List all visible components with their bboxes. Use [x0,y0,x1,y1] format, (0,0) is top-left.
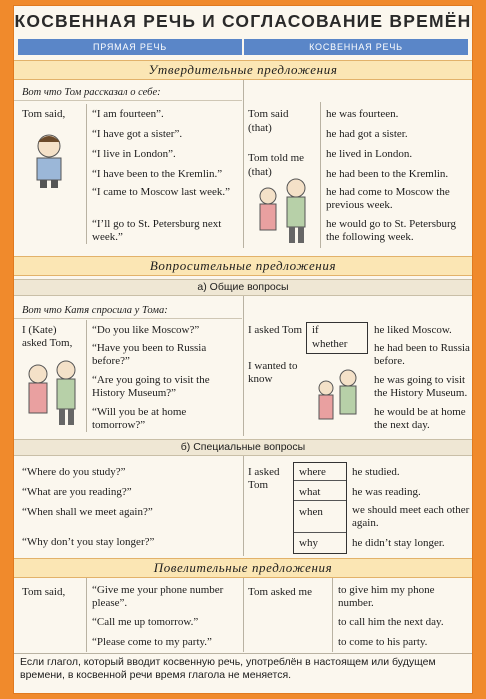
reported-line: he had got a sister. [326,128,408,140]
reported-line: to call him the next day. [338,616,444,628]
direct-line: “Why don’t you stay longer?” [22,536,155,548]
page-title: КОСВЕННАЯ РЕЧЬ И СОГЛАСОВАНИЕ ВРЕМЁН [14,11,472,31]
direct-line: “Will you be at home tomorrow?” [92,406,187,431]
reported-intro: (that) [248,122,272,134]
sub-special-questions: б) Специальные вопросы [14,439,472,456]
column-header-direct: ПРЯМАЯ РЕЧЬ [18,39,242,55]
question-word: when [299,506,323,518]
conjunction: if [312,324,319,336]
footnote: Если глагол, который вводит косвенную речь, употреблён в настоящем или будущем времени, в косвенной речи время глагола не меняется. [20,656,436,681]
direct-line: “I came to Moscow last week.” [92,186,231,198]
direct-line: “Have you been to Russia before?” [92,342,207,367]
reported-line: we should meet each other again. [352,504,470,529]
reported-line: he had been to Russia before. [374,342,470,367]
band-questions: Вопросительные предложения [14,256,472,276]
reported-intro: Tom said [248,108,289,120]
direct-line: “What are you reading?” [22,486,132,498]
reported-intro: (that) [248,166,272,178]
reported-line: to come to his party. [338,636,428,648]
direct-line: “I’ll go to St. Petersburg next week.” [92,218,222,243]
speaker: I (Kate) asked Tom, [22,324,73,349]
reported-line: he didn’t stay longer. [352,537,445,549]
reported-line: he would be at home the next day. [374,406,466,431]
direct-line: “Are you going to visit the History Museum?” [92,374,210,399]
direct-line: “Where do you study?” [22,466,126,478]
reported-line: he studied. [352,466,400,478]
sub-general-questions: а) Общие вопросы [14,279,472,296]
reported-line: to give him my phone number. [338,584,435,609]
intro-text: Вот что Том рассказал о себе: [22,87,161,98]
intro-text: Вот что Катя спросила у Тома: [22,305,168,316]
column-header-reported: КОСВЕННАЯ РЕЧЬ [244,39,468,55]
reported-line: he lived in London. [326,148,413,160]
band-imperative: Повелительные предложения [14,558,472,578]
boy-illustration [24,130,74,188]
direct-line: “When shall we meet again?” [22,506,153,518]
kate-and-tom-illustration [22,358,84,428]
grammar-sheet [14,6,472,693]
band-affirmative: Утвердительные предложения [14,60,472,80]
question-word: where [299,466,326,478]
reported-line: he had come to Moscow the previous week. [326,186,450,211]
reported-line: he was going to visit the History Museum. [374,374,468,399]
direct-line: “Do you like Moscow?” [92,324,200,336]
direct-line: “I have got a sister”. [92,128,183,140]
reported-intro: I asked Tom [248,324,303,336]
reported-line: he would go to St. Petersburg the following week. [326,218,456,243]
girl-and-boy-illustration [314,366,364,432]
reported-line: he was reading. [352,486,421,498]
direct-line: “Give me your phone number please”. [92,584,224,609]
question-word: why [299,537,318,549]
direct-line: “Please come to my party.” [92,636,212,648]
girl-and-boy-illustration [254,176,316,246]
direct-line: “I am fourteen”. [92,108,164,120]
reported-intro: I wanted to know [248,360,298,385]
reported-line: he was fourteen. [326,108,399,120]
reported-line: he had been to the Kremlin. [326,168,449,180]
reported-intro: I asked Tom [248,466,280,491]
direct-line: “I live in London”. [92,148,176,160]
reported-intro: Tom told me [248,152,305,164]
reported-intro: Tom asked me [248,586,312,598]
direct-line: “Call me up tomorrow.” [92,616,199,628]
speaker: Tom said, [22,108,66,120]
reported-line: he liked Moscow. [374,324,452,336]
conjunction: whether [312,338,348,350]
speaker: Tom said, [22,586,66,598]
direct-line: “I have been to the Kremlin.” [92,168,223,180]
question-word: what [299,486,321,498]
